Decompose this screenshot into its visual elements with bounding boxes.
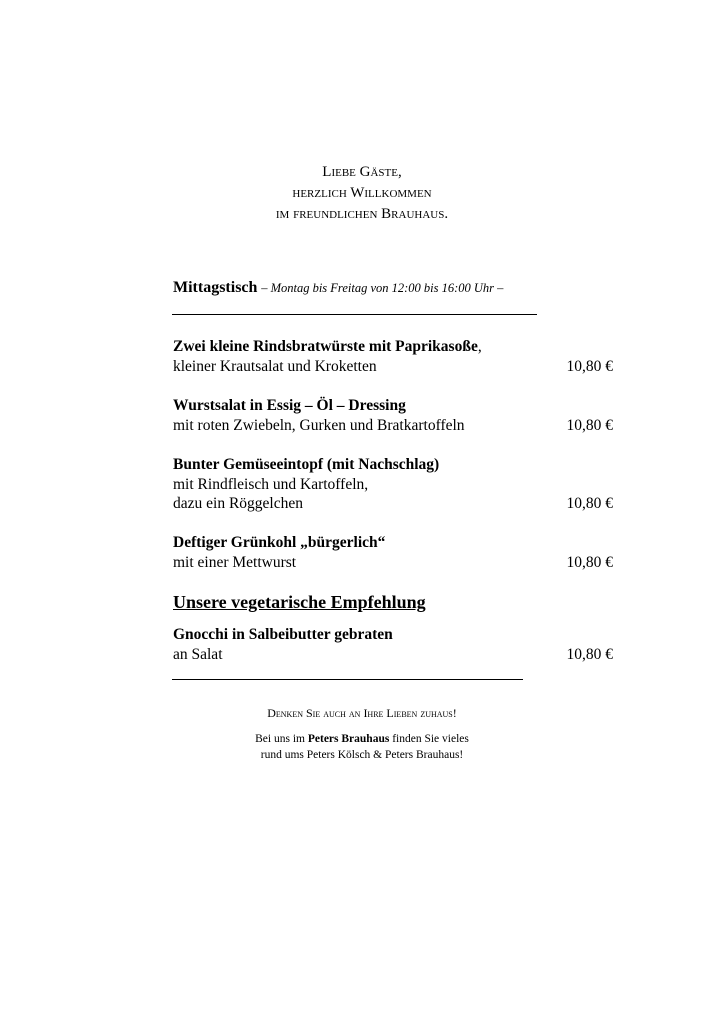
footer-text xyxy=(0,731,724,763)
item-name: Deftiger Grünkohl „bürgerlich“ xyxy=(173,534,386,551)
menu-item xyxy=(173,337,613,376)
lunch-title: Mittagstisch xyxy=(173,279,258,296)
item-name: Zwei kleine Rindsbratwürste mit Paprikasoße xyxy=(173,338,478,355)
item-desc: kleiner Krautsalat und Kroketten xyxy=(173,357,377,375)
lunch-title-line xyxy=(173,279,503,297)
item-desc: an Salat xyxy=(173,645,223,663)
item-name-suffix: , xyxy=(477,338,482,355)
footer-note: Denken Sie auch an Ihre Lieben zuhaus! xyxy=(267,706,457,720)
item-name: Wurstsalat in Essig – Öl – Dressing xyxy=(173,397,406,414)
item-desc: mit Rindfleisch und Kartoffeln, xyxy=(173,475,369,493)
greeting xyxy=(0,162,724,225)
item-desc: mit einer Mettwurst xyxy=(173,553,297,571)
item-price: 10,80 € xyxy=(566,416,613,434)
greeting-line-2: herzlich Willkommen xyxy=(292,185,432,201)
item-desc: mit roten Zwiebeln, Gurken und Bratkartoffeln xyxy=(173,416,465,434)
item-price: 10,80 € xyxy=(566,645,613,663)
brand-name: Peters Brauhaus xyxy=(307,733,390,745)
item-desc: dazu ein Röggelchen xyxy=(173,495,303,512)
divider-bottom xyxy=(172,679,523,680)
lunch-subtitle: – Montag bis Freitag von 12:00 bis 16:00 Uhr – xyxy=(261,281,504,295)
item-price: 10,80 € xyxy=(566,357,613,375)
item-name: Gnocchi in Salbeibutter gebraten xyxy=(173,626,393,643)
item-price: 10,80 € xyxy=(566,553,613,571)
item-price: 10,80 € xyxy=(566,495,613,512)
footer-line-1: Bei uns im Peters Brauhaus finden Sie vieles xyxy=(255,733,469,745)
divider-top xyxy=(172,314,537,315)
menu-item xyxy=(173,533,613,572)
item-name: Bunter Gemüseeintopf (mit Nachschlag) xyxy=(173,456,440,473)
greeting-line-3: im freundlichen Brauhaus. xyxy=(275,206,449,222)
greeting-line-1: Liebe Gäste, xyxy=(322,164,402,180)
vegetarian-heading: Unsere vegetarische Empfehlung xyxy=(173,592,426,612)
menu-item xyxy=(173,396,613,435)
menu-item-vegetarian xyxy=(173,625,613,664)
menu-item xyxy=(173,455,613,514)
footer-line-2: rund ums Peters Kölsch & Peters Brauhaus! xyxy=(260,749,464,761)
